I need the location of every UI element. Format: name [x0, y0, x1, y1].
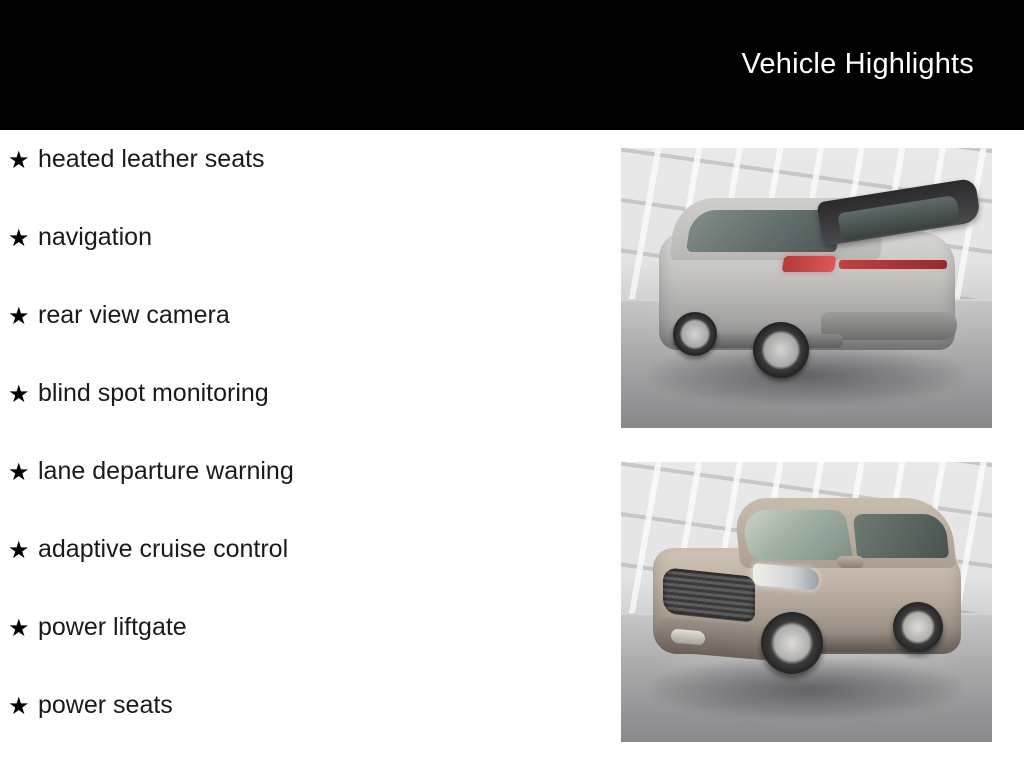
header-bar — [0, 0, 1024, 130]
star-icon: ★ — [8, 225, 30, 252]
feature-label: blind spot monitoring — [38, 379, 269, 407]
list-item — [8, 690, 598, 768]
star-icon: ★ — [8, 615, 30, 642]
list-item — [8, 612, 598, 690]
side-window-glass — [853, 514, 950, 558]
front-grille — [663, 567, 755, 623]
list-item — [8, 222, 598, 300]
list-item — [8, 456, 598, 534]
taillight-bar — [839, 260, 947, 269]
list-item — [8, 378, 598, 456]
wheel — [893, 602, 943, 652]
feature-label: power liftgate — [38, 613, 187, 641]
list-item — [8, 144, 598, 222]
feature-label: adaptive cruise control — [38, 535, 289, 563]
feature-label: navigation — [38, 223, 152, 251]
suv-rear-illustration — [643, 184, 973, 399]
wheel — [761, 612, 823, 674]
star-icon: ★ — [8, 303, 30, 330]
feature-label: heated leather seats — [38, 145, 265, 173]
star-icon: ★ — [8, 147, 30, 174]
feature-label: power seats — [38, 691, 173, 719]
page-title: Vehicle Highlights — [741, 48, 974, 80]
taillight — [782, 256, 837, 272]
windshield — [741, 510, 854, 560]
list-item — [8, 534, 598, 612]
star-icon: ★ — [8, 381, 30, 408]
feature-label: rear view camera — [38, 301, 230, 329]
wheel — [753, 322, 809, 378]
vehicle-feature-list — [8, 144, 598, 768]
side-mirror — [836, 556, 864, 568]
wheel — [673, 312, 717, 356]
star-icon: ★ — [8, 693, 30, 720]
slide-content — [0, 130, 1024, 768]
vehicle-front-three-quarter-photo — [621, 462, 992, 742]
vehicle-rear-three-quarter-photo — [621, 148, 992, 428]
suv-front-illustration — [641, 484, 977, 710]
feature-label: lane departure warning — [38, 457, 294, 485]
fog-light — [671, 629, 705, 646]
star-icon: ★ — [8, 459, 30, 486]
star-icon: ★ — [8, 537, 30, 564]
list-item — [8, 300, 598, 378]
